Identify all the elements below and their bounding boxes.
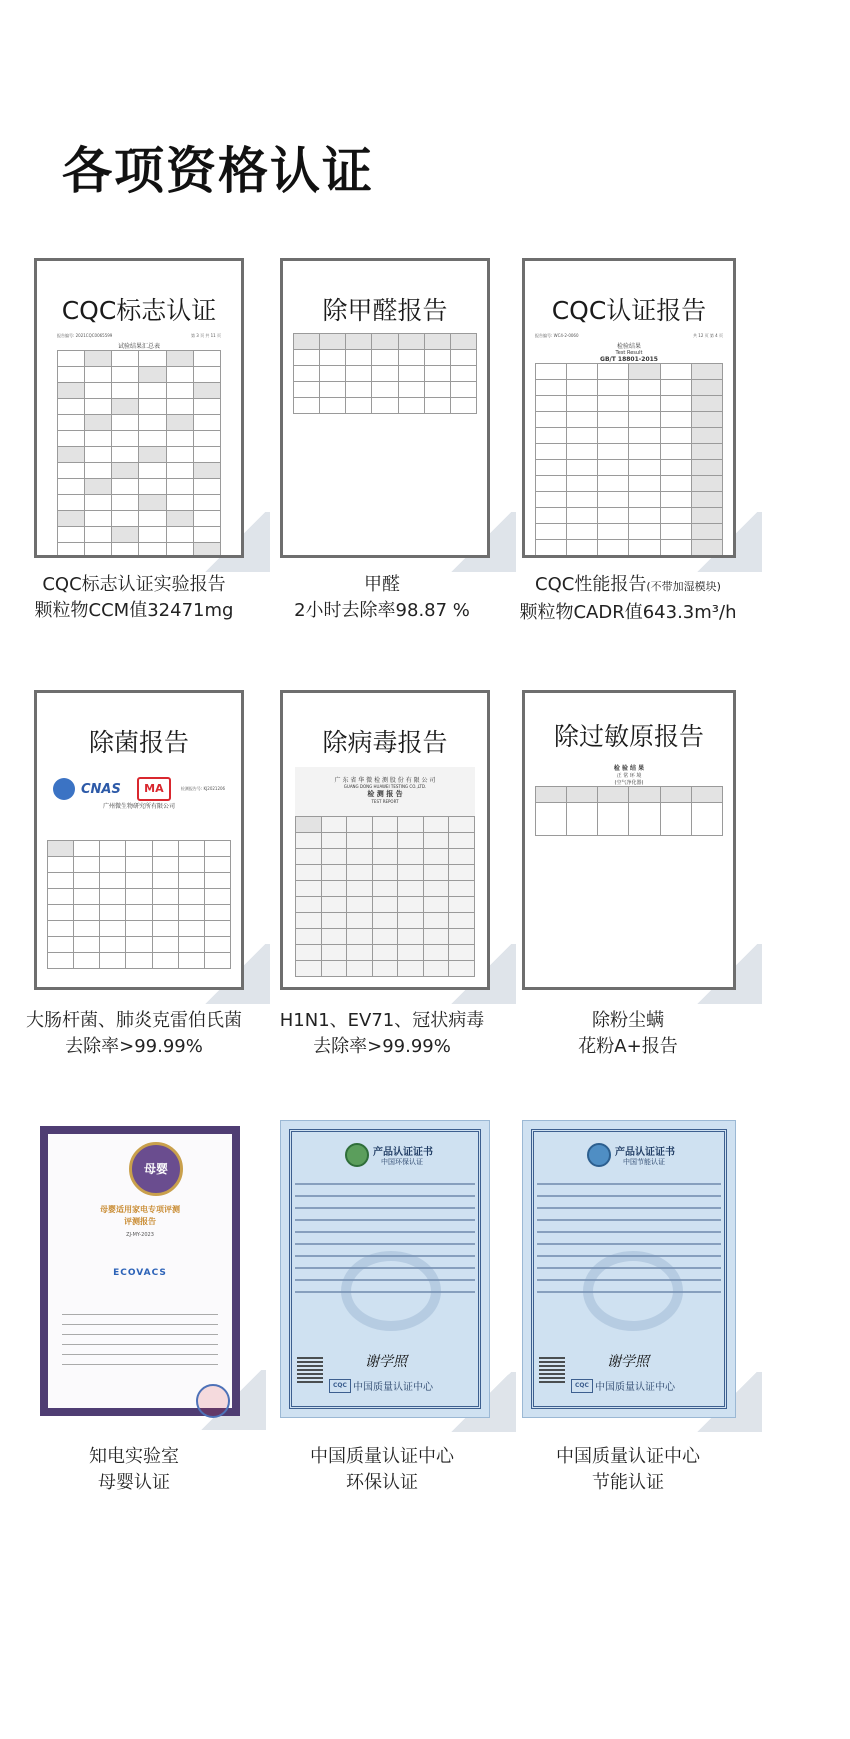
- qr-code-icon: [539, 1357, 565, 1383]
- card-heading: CQC认证报告: [551, 296, 707, 325]
- report-page-image: 广 东 省 华 微 检 测 股 份 有 限 公 司 GUANG DONG HUAWEI TESTING CO.,LTD. 检 测 报 告 TEST REPORT: [295, 767, 475, 977]
- qr-code-icon: [297, 1357, 323, 1383]
- env-emblem-icon: [345, 1143, 369, 1167]
- report-table: [295, 816, 475, 977]
- page-title: 各项资格认证: [62, 142, 374, 200]
- card-heading: CQC标志认证: [61, 296, 217, 325]
- cert-card-formaldehyde[interactable]: [280, 258, 490, 558]
- muying-certificate[interactable]: 母婴 母婴适用家电专项评测 评测报告 ZJ-MY-2023 ECOVACS: [40, 1126, 240, 1416]
- report-page-image: 检 验 结 果 正 常 环 境 (空气净化器): [535, 763, 723, 836]
- cert-caption-cqc-mark: CQC标志认证实验报告 颗粒物CCM值32471mg: [34, 574, 234, 621]
- cnas-logo-icon: CNAS: [81, 781, 121, 797]
- lab-logo-icon: [53, 778, 75, 800]
- cert-caption-allergen: 除粉尘螨 花粉A+报告: [578, 1010, 678, 1057]
- report-table: [293, 333, 477, 414]
- cert-caption-formaldehyde: 甲醛 2小时去除率98.87 %: [294, 574, 470, 621]
- cqc-watermark-icon: [341, 1251, 441, 1331]
- cert-card-virus[interactable]: [280, 690, 490, 990]
- card-heading: 除菌报告: [88, 728, 189, 757]
- cert-caption-cqc-report: CQC性能报告(不带加湿模块) 颗粒物CADR值643.3m³/h: [519, 574, 737, 623]
- cert-card-bacteria[interactable]: [34, 690, 244, 990]
- cert-cell-allergen: [522, 690, 736, 990]
- report-page-image: [293, 333, 477, 414]
- cert-card-cqc-mark[interactable]: [34, 258, 244, 558]
- cqc-watermark-icon: [583, 1251, 683, 1331]
- report-table: [47, 840, 231, 969]
- cert-cell-energy: [522, 1120, 736, 1418]
- report-page-image: 报告编号: WC4-2-0060 共 12 页 第 4 页 检验结果 Test Result GB/T 18801-2015: [535, 333, 723, 556]
- cqc-logo-icon: CQC: [329, 1379, 351, 1393]
- cert-card-cqc-report[interactable]: [522, 258, 736, 558]
- signature: 谢学照: [365, 1354, 407, 1370]
- cert-cell-bacteria: [34, 690, 244, 990]
- cqc-logo-icon: CQC: [571, 1379, 593, 1393]
- report-page-image: 报告编号: 2021CQC0065599 第 3 页 共 11 页 试验结果汇总表: [57, 333, 221, 558]
- cert-card-allergen[interactable]: [522, 690, 736, 990]
- env-certificate[interactable]: 产品认证证书 中国环保认证 谢学照 CQC 中国质量认证中心: [280, 1120, 490, 1418]
- cert-caption-energy: 中国质量认证中心 节能认证: [556, 1446, 700, 1493]
- report-table: [535, 363, 723, 556]
- muying-badge-icon: 母婴: [129, 1142, 183, 1196]
- cert-caption-env: 中国质量认证中心 环保认证: [310, 1446, 454, 1493]
- cert-cell-cqc-report: [522, 258, 736, 558]
- report-table: [57, 350, 221, 558]
- card-heading: 除甲醛报告: [322, 296, 448, 325]
- report-table: [535, 786, 723, 836]
- cert-cell-cqc-mark: [34, 258, 244, 558]
- cert-cell-formaldehyde: [280, 258, 490, 558]
- lab-stamp-icon: [196, 1384, 230, 1418]
- card-heading: 除过敏原报告: [553, 722, 704, 751]
- energy-emblem-icon: [587, 1143, 611, 1167]
- cert-cell-env: [280, 1120, 490, 1418]
- cert-caption-virus: H1N1、EV71、冠状病毒 去除率>99.99%: [279, 1010, 485, 1057]
- ma-logo-icon: MA: [137, 777, 171, 801]
- cert-caption-bacteria: 大肠杆菌、肺炎克雷伯氏菌 去除率>99.99%: [26, 1010, 242, 1057]
- cert-caption-muying: 知电实验室 母婴认证: [89, 1446, 179, 1493]
- cert-cell-muying: [40, 1126, 240, 1416]
- report-page-image: CNAS MA 检测报告号: KJ2021206 广州微生物研究所有限公司: [47, 765, 231, 969]
- card-heading: 除病毒报告: [322, 728, 448, 757]
- cert-cell-virus: [280, 690, 490, 990]
- energy-certificate[interactable]: 产品认证证书 中国节能认证 谢学照 CQC 中国质量认证中心: [522, 1120, 736, 1418]
- ecovacs-logo: ECOVACS: [113, 1268, 167, 1278]
- signature: 谢学照: [607, 1354, 649, 1370]
